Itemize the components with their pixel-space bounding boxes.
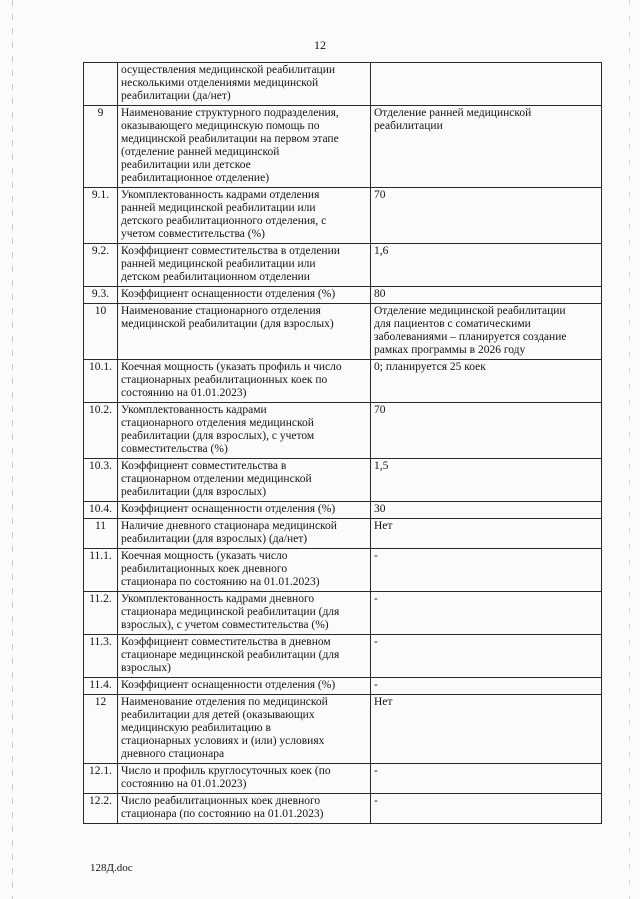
row-indicator: Коэффициент оснащенности отделения (%) [118,287,371,304]
row-indicator: Коечная мощность (указать профиль и число стационарных реабилитационных коек по состоянию на 01.01.2023) [118,360,371,403]
row-number: 9 [84,106,118,188]
table-row [84,188,602,244]
row-value: Отделение медицинской реабилитации для пациентов с соматическими заболеваниями – планируется создание рамках программы в 2026 году [371,304,602,360]
row-value: - [371,549,602,592]
table-row [84,794,602,824]
row-value [371,63,602,106]
row-indicator: Наименование структурного подразделения, оказывающего медицинскую помощь по медицинской реабилитации на первом этапе (отделение ранней медицинской реабилитации или детское реабилитационное отделение) [118,106,371,188]
row-indicator: Наличие дневного стационара медицинской реабилитации (для взрослых) (да/нет) [118,519,371,549]
row-value: 70 [371,188,602,244]
table-row [84,764,602,794]
row-number: 10.3. [84,459,118,502]
scan-edge-right [629,0,630,899]
row-number: 10 [84,304,118,360]
row-number: 9.2. [84,244,118,287]
row-indicator: Число реабилитационных коек дневного стационара (по состоянию на 01.01.2023) [118,794,371,824]
row-number: 11.1. [84,549,118,592]
row-value: - [371,678,602,695]
table-row [84,106,602,188]
row-value: - [371,592,602,635]
row-value: 1,6 [371,244,602,287]
row-value: Нет [371,695,602,764]
table-row [84,592,602,635]
row-indicator: Укомплектованность кадрами дневного стационара медицинской реабилитации (для взрослых), с учетом совместительства (%) [118,592,371,635]
table-row [84,403,602,459]
table-row [84,549,602,592]
table-row [84,459,602,502]
row-number: 10.1. [84,360,118,403]
table-row [84,502,602,519]
row-number: 11 [84,519,118,549]
row-number: 11.3. [84,635,118,678]
scan-edge-left [12,0,13,899]
row-indicator: Укомплектованность кадрами отделения ранней медицинской реабилитации или детского реабилитационного отделения, с учетом совместительства (%) [118,188,371,244]
row-number: 11.4. [84,678,118,695]
row-number: 10.4. [84,502,118,519]
row-indicator: осуществления медицинской реабилитации несколькими отделениями медицинской реабилитации (да/нет) [118,63,371,106]
row-value: - [371,764,602,794]
table-row [84,635,602,678]
table-row [84,63,602,106]
row-indicator: Укомплектованность кадрами стационарного отделения медицинской реабилитации (для взрослых), с учетом совместительства (%) [118,403,371,459]
row-value: - [371,794,602,824]
row-number: 9.1. [84,188,118,244]
row-value: 70 [371,403,602,459]
row-indicator: Коэффициент совместительства в дневном стационаре медицинской реабилитации (для взрослых) [118,635,371,678]
row-indicator: Коэффициент совместительства в отделении ранней медицинской реабилитации или детском реабилитационном отделении [118,244,371,287]
row-indicator: Коэффициент оснащенности отделения (%) [118,678,371,695]
row-value: Отделение ранней медицинской реабилитации [371,106,602,188]
row-value: 80 [371,287,602,304]
table-row [84,695,602,764]
row-indicator: Наименование стационарного отделения медицинской реабилитации (для взрослых) [118,304,371,360]
row-number: 11.2. [84,592,118,635]
row-value: 30 [371,502,602,519]
row-number: 12.2. [84,794,118,824]
row-number: 12 [84,695,118,764]
row-number: 12.1. [84,764,118,794]
table-row [84,287,602,304]
table-row [84,678,602,695]
row-value: 1,5 [371,459,602,502]
row-number [84,63,118,106]
row-number: 10.2. [84,403,118,459]
rehabilitation-data-table [83,62,602,824]
row-value: Нет [371,519,602,549]
table-row [84,244,602,287]
row-indicator: Коэффициент оснащенности отделения (%) [118,502,371,519]
row-value: - [371,635,602,678]
row-indicator: Коечная мощность (указать число реабилитационных коек дневного стационара по состоянию на 01.01.2023) [118,549,371,592]
row-value: 0; планируется 25 коек [371,360,602,403]
row-indicator: Число и профиль круглосуточных коек (по состоянию на 01.01.2023) [118,764,371,794]
row-indicator: Коэффициент совместительства в стационарном отделении медицинской реабилитации (для взрослых) [118,459,371,502]
row-indicator: Наименование отделения по медицинской реабилитации для детей (оказывающих медицинскую реабилитацию в стационарных условиях и (или) условиях дневного стационара [118,695,371,764]
page-number: 12 [314,38,326,52]
table-row [84,519,602,549]
table-row [84,360,602,403]
row-number: 9.3. [84,287,118,304]
table-row [84,304,602,360]
footer-filename: 128Д.doc [90,862,133,874]
